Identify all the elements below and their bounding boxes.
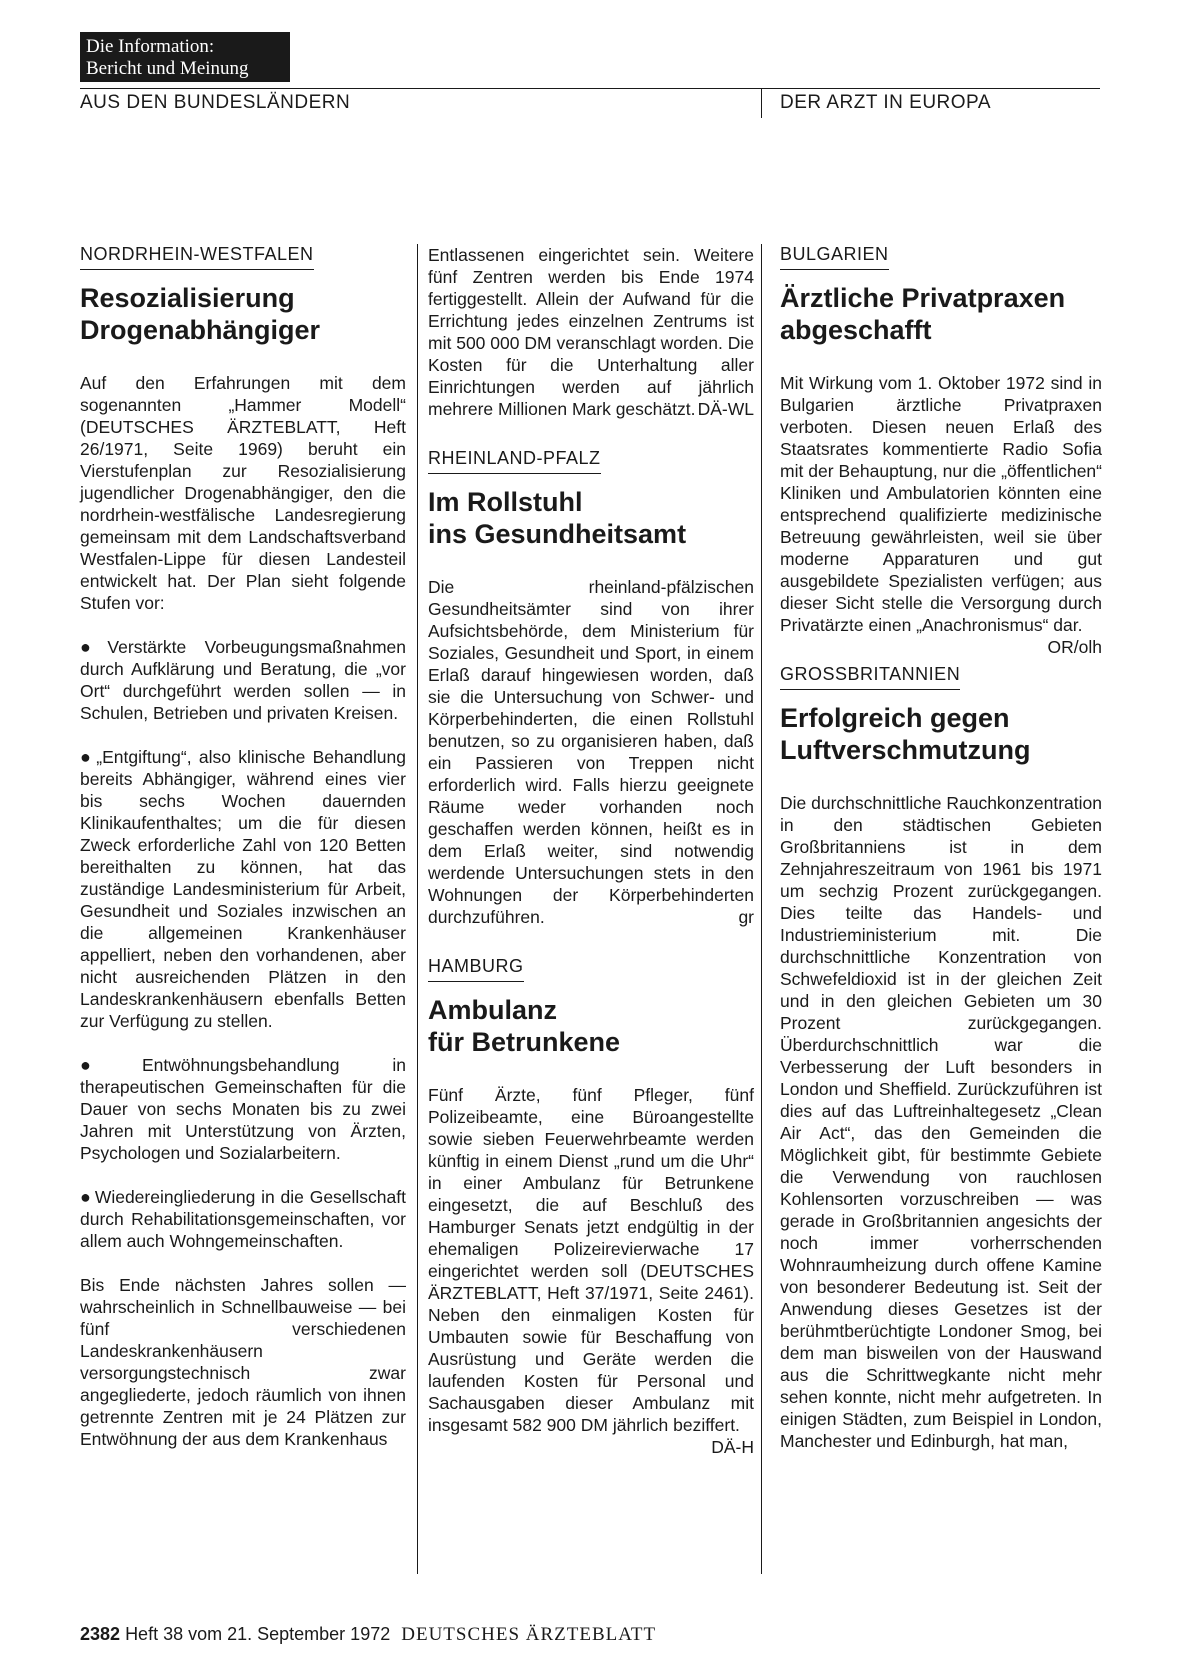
signature-rlp: gr	[738, 907, 754, 927]
gb-paragraph: Die durchschnittliche Rauchkonzentration in den städtischen Gebieten Großbritanniens ist in dem Zehnjahreszeitraum von 1961 bis 1971 um sechzig Prozent zurückgegangen. Dies teilte das Handels- und Industrieministerium mit. Die durchschnittliche Konzentration von Schwefeldioxid ist in der gleichen Zeit und in den gleichen Gebieten um 30 Prozent zurückgegangen. Überdurchschnittlich war die Verbesserung der Luft besonders in London und Sheffield. Zurückzuführen ist dies auf das Luftreinhaltegesetz „Clean Air Act“, das den Gemeinden die Möglichkeit gibt, für bestimmte Gebiete die Verwendung von rauchlosen Kohlensorten vorzuschreiben — was gerade in Großbritannien angesichts der noch immer vorherrschenden Wohnraumheizung durch offene Kamine von besonderer Bedeutung ist. Seit der Anwendung dieses Gesetzes ist der berühmtberüchtigte Londoner Smog, bei dem man bisweilen von der Hauswand aus die Schrittwegkante nicht mehr sehen konnte, nicht mehr aufgetreten. In einigen Städten, zum Beispiel in London, Manchester und Edinburgh, hat man,	[780, 793, 1102, 1451]
kicker-bulgaria: BULGARIEN	[780, 244, 889, 270]
rlp-paragraph	[428, 576, 754, 928]
headline-gb-line1: Erfolgreich gegen	[780, 703, 1010, 733]
nrw-continuation-paragraph	[428, 244, 754, 420]
section-label-box	[80, 32, 290, 82]
nrw-bullet-3: ● Entwöhnungsbehandlung in therapeutischen Gemeinschaften für die Dauer von sechs Monaten bis zu zwei Jahren mit Unterstützung von Ärzten, Psychologen und Sozialarbeitern.	[80, 1054, 406, 1164]
headline-rlp-line2: ins Gesundheitsamt	[428, 519, 687, 549]
kicker-hamburg: HAMBURG	[428, 956, 524, 982]
headline-hamburg-line1: Ambulanz	[428, 995, 558, 1025]
hamburg-text: Fünf Ärzte, fünf Pfleger, fünf Polizeibeamte, eine Büroangestellte sowie sieben Feuerwehrbeamte werden künftig in einem Dienst „rund um die Uhr“ in einer Ambulanz für Betrunkene eingesetzt, die auf Beschluß des Hamburger Senats jetzt endgültig in der ehemaligen Polizeirevierwache 17 eingerichtet werden soll (DEUTSCHES ÄRZTEBLATT, Heft 37/1971, Seite 2461). Neben den einmaligen Kosten für Umbauten sowie für Beschaffung von Ausrüstung und Geräte werden die laufenden Kosten für Personal und Sachausgaben dieser Ambulanz mit insgesamt 582 900 DM jährlich beziffert.	[428, 1085, 754, 1435]
nrw-closing-paragraph: Bis Ende nächsten Jahres sollen — wahrscheinlich in Schnellbauweise — bei fünf verschiedenen Landeskrankenhäusern versorgungstechnisch zwar angegliederte, jedoch räumlich von ihnen getrennte Zentren mit je 24 Plätzen zur Entwöhnung der aus dem Krankenhaus	[80, 1275, 406, 1449]
kicker-rlp: RHEINLAND-PFALZ	[428, 448, 601, 474]
signature-bulgaria: OR/olh	[1047, 637, 1102, 657]
headline-gb-line2: Luftverschmutzung	[780, 735, 1031, 765]
nrw-bullet-1: ● Verstärkte Vorbeugungsmaßnahmen durch Aufklärung und Beratung, die „vor Ort“ durchgeführt werden sollen — in Schulen, Betrieben und privaten Kreisen.	[80, 636, 406, 724]
nrw-intro-paragraph: Auf den Erfahrungen mit dem sogenannten „Hammer Modell“ (DEUTSCHES ÄRZTEBLATT, Heft 26/1971, Seite 1969) beruht ein Vierstufenplan zur Resozialisierung jugendlicher Drogenabhängiger, den die nordrhein-westfälische Landesregierung gemeinsam mit dem Landschaftsverband Westfalen-Lippe für diesen Landesteil entwickelt hat. Der Plan sieht folgende Stufen vor:	[80, 373, 406, 613]
headline-hamburg	[428, 994, 754, 1058]
rubric-right: DER ARZT IN EUROPA	[780, 92, 991, 113]
headline-bulgaria-line2: abgeschafft	[780, 315, 932, 345]
nrw-bullet-4: ● Wiedereingliederung in die Gesellschaft durch Rehabilitationsgemeinschaften, vor allem auch Wohngemeinschaften.	[80, 1186, 406, 1252]
column-rule-2	[761, 244, 762, 1574]
page-footer	[80, 1624, 656, 1646]
headline-nrw-line2: Drogenabhängiger	[80, 315, 321, 345]
hamburg-paragraph	[428, 1084, 754, 1457]
header-divider	[761, 88, 762, 118]
kicker-gb: GROSSBRITANNIEN	[780, 664, 960, 690]
column-2	[428, 244, 754, 1458]
section-label-line2: Bericht und Meinung	[86, 58, 249, 79]
headline-rlp-line1: Im Rollstuhl	[428, 487, 583, 517]
issue-info: Heft 38 vom 21. September 1972	[125, 1624, 391, 1644]
page-number: 2382	[80, 1624, 121, 1644]
column-rule-1	[417, 244, 418, 1574]
signature-hamburg: DÄ-H	[711, 1437, 754, 1457]
rlp-text: Die rheinland-pfälzischen Gesundheitsämter sind von ihrer Aufsichtsbehörde, dem Ministerium für Soziales, Gesundheit und Sport, in einem Erlaß darauf hingewiesen worden, daß sie die Untersuchung von Schwer- und Körperbehinderten, die einen Rollstuhl benutzen, so zu organisieren haben, daß ein Passieren von Treppen nicht erforderlich wird. Falls hierzu geeignete Räume weder vorhanden noch geschaffen werden können, heißt es in dem Erlaß weiter, sind notwendig werdende Untersuchungen stets in den Wohnungen der Körperbehinderten durchzuführen.	[428, 577, 754, 927]
column-3	[780, 244, 1102, 1452]
headline-bulgaria-line1: Ärztliche Privatpraxen	[780, 283, 1066, 313]
bulgaria-paragraph	[780, 372, 1102, 657]
headline-rlp	[428, 486, 754, 550]
column-1	[80, 244, 406, 1450]
header-rule	[80, 88, 1100, 89]
headline-bulgaria	[780, 282, 1102, 346]
headline-hamburg-line2: für Betrunkene	[428, 1027, 621, 1057]
bulgaria-text: Mit Wirkung vom 1. Oktober 1972 sind in Bulgarien ärztliche Privatpraxen verboten. Diesen neuen Erlaß des Staatsrates kommentierte Radio Sofia mit der Behauptung, nur die „öffentlichen“ Kliniken und Ambulatorien könnten eine entsprechend qualifizierte medizinische Betreuung gewährleisten, weil sie über moderne Apparaturen und gut ausgebildete Spezialisten verfügen; aus dieser Sicht stelle die Versorgung durch Privatärzte einen „Anachronismus“ dar.	[780, 373, 1102, 635]
headline-nrw-line1: Resozialisierung	[80, 283, 295, 313]
publication-name: DEUTSCHES ÄRZTEBLATT	[401, 1624, 657, 1645]
headline-nrw	[80, 282, 406, 346]
nrw-bullet-2: ● „Entgiftung“, also klinische Behandlung bereits Abhängiger, während eines vier bis sechs Wochen dauernden Klinikaufenthaltes; um die für diesen Zweck erforderliche Zahl von 120 Betten bereithalten zu können, hat das zuständige Landesministerium für Arbeit, Gesundheit und Soziales inzwischen an die allgemeinen Krankenhäuser appelliert, neben den vorhandenen, aber nicht ausreichenden Plätzen in den Landeskrankenhäusern ebenfalls Betten zur Verfügung zu stellen.	[80, 746, 406, 1032]
signature-nrw: DÄ-WL	[697, 399, 754, 419]
nrw-continuation-text: Entlassenen eingerichtet sein. Weitere fünf Zentren werden bis Ende 1974 fertiggestellt. Allein der Aufwand für die Errichtung jedes einzelnen Zentrums ist mit 500 000 DM veranschlagt worden. Die Kosten für die Unterhaltung aller Einrichtungen werden auf jährlich mehrere Millionen Mark geschätzt.	[428, 245, 754, 419]
headline-gb	[780, 702, 1102, 766]
kicker-nrw: NORDRHEIN-WESTFALEN	[80, 244, 314, 270]
rubric-left: AUS DEN BUNDESLÄNDERN	[80, 92, 351, 113]
section-label-line1: Die Information:	[86, 36, 215, 57]
